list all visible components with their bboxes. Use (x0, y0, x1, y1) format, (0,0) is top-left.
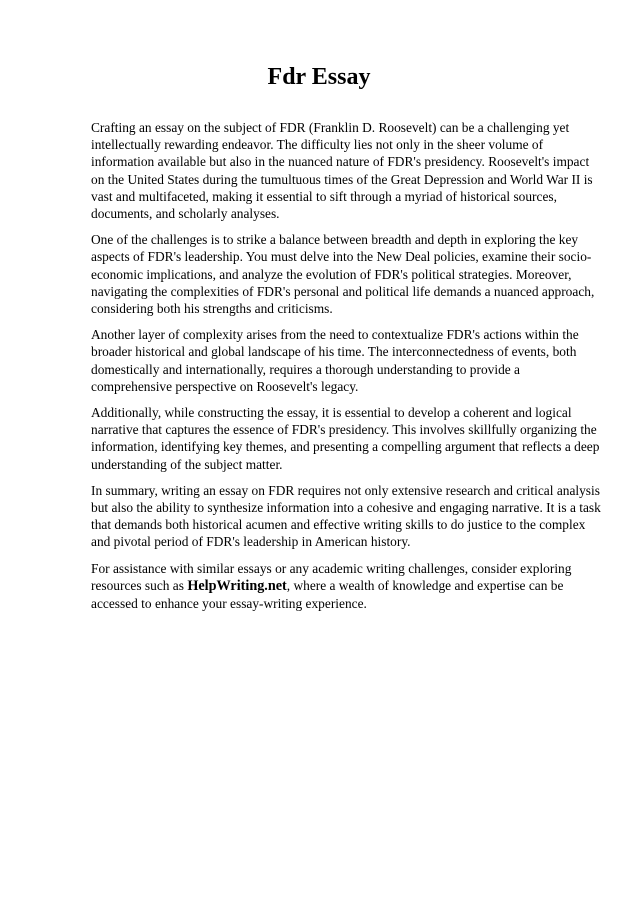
closing-text-before: For assistance with similar essays or any academic writing challenges, consider exploring resources such as (91, 560, 572, 593)
document-body (91, 119, 601, 621)
helpwriting-link[interactable]: HelpWriting.net (187, 577, 287, 594)
paragraph-4: Additionally, while constructing the essay, it is essential to develop a coherent and logical narrative that captures the essence of FDR's presidency. This involves skillfully organizing the information, identifying key themes, and presenting a compelling argument that reflects a deep understanding of the subject matter. (91, 405, 600, 472)
paragraph-5: In summary, writing an essay on FDR requires not only extensive research and critical analysis but also the ability to synthesize information into a cohesive and engaging narrative. It is a task that demands both historical acumen and effective writing skills to do justice to the complex and pivotal period of FDR's leadership in American history. (91, 482, 601, 550)
closing-text-after: , where a wealth of knowledge and expertise can be accessed to enhance your essay-writing experience. (91, 577, 564, 612)
paragraph-2: One of the challenges is to strike a balance between breadth and depth in exploring the key aspects of FDR's leadership. You must delve into the New Deal policies, examine their socio-economic implications, and analyze the evolution of FDR's political strategies. Moreover, navigating the complexities of FDR's personal and political life demands a nuanced approach, considering both his strengths and criticisms. (91, 232, 595, 317)
document-title: Fdr Essay (267, 64, 371, 90)
paragraph-3: Another layer of complexity arises from the need to contextualize FDR's actions within the broader historical and global landscape of his time. The interconnectedness of events, both domestically and internationally, requires a thorough understanding to provide a comprehensive perspective on Roosevelt's legacy. (91, 327, 579, 394)
paragraph-1: Crafting an essay on the subject of FDR (Franklin D. Roosevelt) can be a challenging yet intellectually rewarding endeavor. The difficulty lies not only in the sheer volume of information available but also in the nuanced nature of FDR's presidency. Roosevelt's impact on the United States during the tumultuous times of the Great Depression and World War II is vast and multifaceted, making it essential to sift through a myriad of historical sources, documents, and scholarly analyses. (91, 120, 593, 222)
closing-paragraph (91, 560, 601, 613)
